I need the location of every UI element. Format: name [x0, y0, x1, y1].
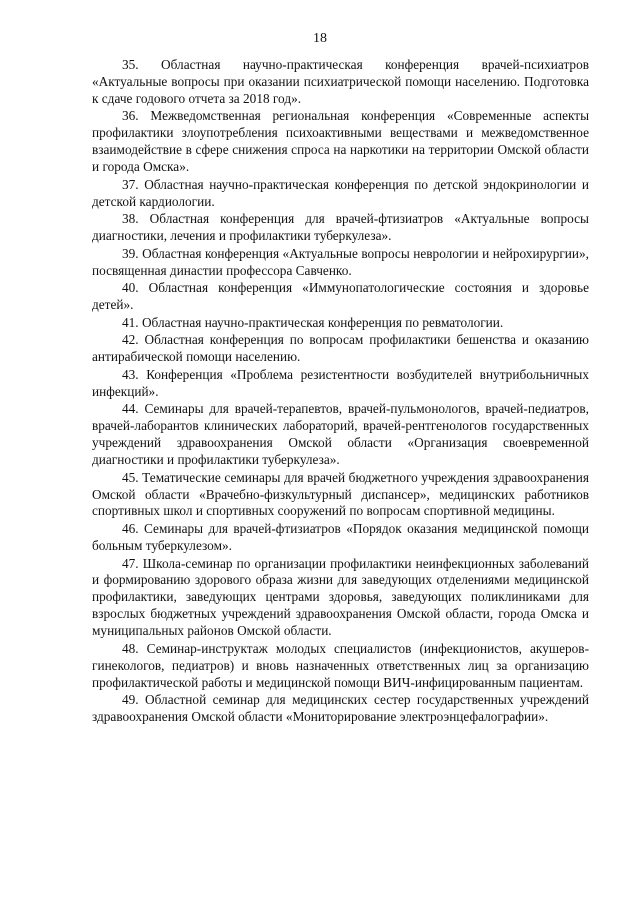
page-number: 18	[313, 31, 327, 46]
list-item: 42. Областная конференция по вопросам профилактики бешенства и оказанию антирабической помощи населению.	[92, 332, 589, 365]
list-item: 40. Областная конференция «Иммунопатологические состояния и здоровье детей».	[92, 280, 589, 313]
list-item: 43. Конференция «Проблема резистентности возбудителей внутрибольничных инфекций».	[92, 366, 589, 399]
list-item: 44. Семинары для врачей-терапевтов, врачей-пульмонологов, врачей-педиатров, врачей-лаборантов клинических лабораторий, врачей-рентгенологов государственных учреждений здравоохранения Омской области «Организация своевременной диагностики и профилактики туберкулеза».	[92, 401, 589, 468]
event-list	[92, 57, 589, 726]
list-item: 49. Областной семинар для медицинских сестер государственных учреждений здравоохранения Омской области «Мониторирование электроэнцефалографии».	[92, 692, 589, 725]
list-item: 45. Тематические семинары для врачей бюджетного учреждения здравоохранения Омской области «Врачебно-физкультурный диспансер», медицинских работников спортивных школ и спортивных сооружений по вопросам спортивной медицины.	[92, 469, 589, 519]
list-item: 35. Областная научно-практическая конференция врачей-психиатров «Актуальные вопросы при оказании психиатрической помощи населению. Подготовка к сдаче годового отчета за 2018 год».	[92, 57, 589, 106]
list-item: 48. Семинар-инструктаж молодых специалистов (инфекционистов, акушеров-гинекологов, педиатров) и вновь назначенных ответственных лиц за организацию профилактической работы и медицинской помощи ВИЧ-инфицированным пациентам.	[92, 640, 589, 690]
list-item: 39. Областная конференция «Актуальные вопросы неврологии и нейрохирургии», посвященная династии профессора Савченко.	[92, 245, 589, 278]
list-item: 41. Областная научно-практическая конференция по ревматологии.	[122, 314, 504, 330]
list-item: 47. Школа-семинар по организации профилактики неинфекционных заболеваний и формированию здорового образа жизни для заведующих отделениями медицинской профилактики, заведующих центрами здоровья, заведующих поликлиниками для взрослых бюджетных учреждений здравоохранения Омской области, города Омска и муниципальных районов Омской области.	[92, 555, 589, 639]
list-item: 38. Областная конференция для врачей-фтизиатров «Актуальные вопросы диагностики, лечения и профилактики туберкулеза».	[92, 211, 589, 244]
list-item: 46. Семинары для врачей-фтизиатров «Порядок оказания медицинской помощи больным туберкулезом».	[92, 521, 589, 553]
list-item: 36. Межведомственная региональная конференция «Современные аспекты профилактики злоупотребления психоактивными веществами и межведомственное взаимодействие в сфере снижения спроса на наркотики на территории Омской области и города Омска».	[92, 108, 589, 175]
list-item: 37. Областная научно-практическая конференция по детской эндокринологии и детской кардиологии.	[92, 176, 589, 209]
